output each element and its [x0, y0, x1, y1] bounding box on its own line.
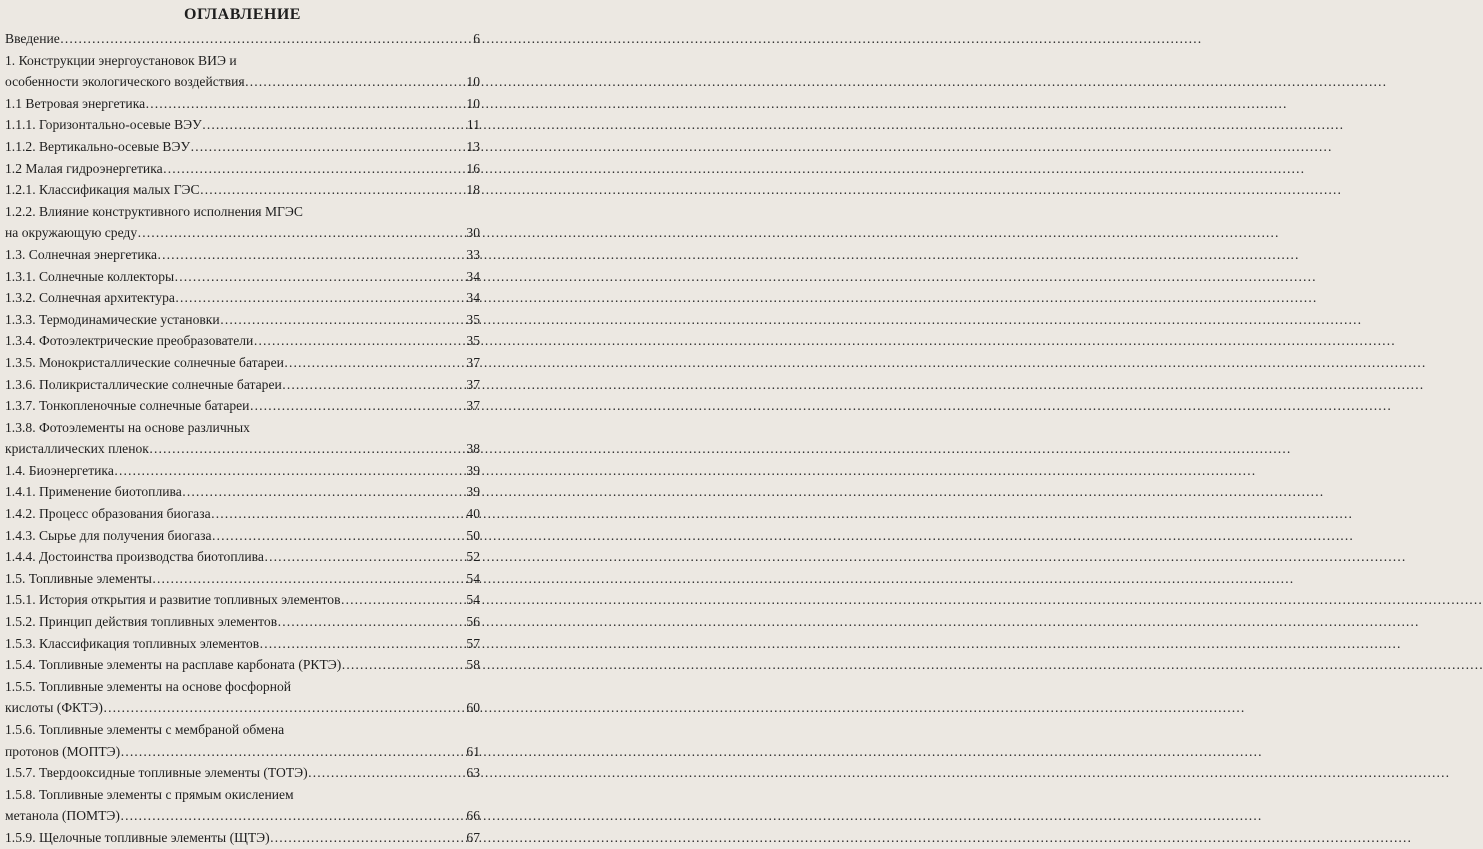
toc-entry-page-number: 39 — [466, 462, 480, 478]
toc-entry-page-number: 61 — [466, 743, 480, 759]
dot-leader — [149, 438, 467, 460]
toc-entry[interactable] — [5, 374, 480, 396]
toc-entry-line — [5, 374, 480, 396]
toc-entry-title: 1.4.4. Достоинства производства биотоплива — [5, 549, 264, 565]
toc-entry-line — [5, 611, 480, 633]
toc-entry[interactable] — [5, 352, 480, 374]
dot-leader — [182, 481, 467, 503]
toc-entry[interactable] — [5, 158, 480, 180]
dot-leader — [60, 28, 473, 50]
toc-entry[interactable] — [5, 568, 480, 590]
toc-entry-title: 1.2.1. Классификация малых ГЭС — [5, 182, 200, 198]
toc-entry[interactable] — [5, 762, 480, 784]
toc-entry-title: 1.4.1. Применение биотоплива — [5, 484, 182, 500]
toc-entry-title: 1.3.2. Солнечная архитектура — [5, 290, 175, 306]
toc-entry[interactable] — [5, 546, 480, 568]
toc-entry[interactable] — [5, 827, 480, 849]
toc-entry-line — [5, 525, 480, 547]
toc-entry[interactable] — [5, 179, 480, 201]
dot-leader — [253, 330, 466, 352]
toc-entry-title-line: 1.5.8. Топливные элементы с прямым окислением — [5, 786, 294, 802]
toc-entry-line — [5, 827, 480, 849]
toc-page — [0, 0, 485, 845]
toc-entry-page-number: 66 — [466, 808, 480, 824]
toc-entry[interactable] — [5, 611, 480, 633]
toc-entry-title: 1.5.3. Классификация топливных элементов — [5, 635, 260, 651]
dot-leader — [270, 827, 467, 849]
toc-entry-page-number: 40 — [466, 506, 480, 522]
toc-entry-line — [5, 741, 480, 763]
toc-entry-line — [5, 244, 480, 266]
toc-entry-line — [5, 136, 480, 158]
toc-entry-title: 1.3.5. Монокристаллические солнечные батареи — [5, 354, 284, 370]
toc-entry-page-number: 34 — [466, 268, 480, 284]
toc-entry-title: Введение — [5, 31, 60, 46]
toc-entry-page-number: 16 — [466, 160, 480, 176]
toc-entry-page-number: 30 — [466, 225, 480, 241]
dot-leader — [190, 136, 466, 158]
toc-entry-title: кислоты (ФКТЭ) — [5, 700, 103, 716]
toc-entry-page-number: 52 — [466, 549, 480, 565]
toc-entry-title-line: 1.5.5. Топливные элементы на основе фосфорной — [5, 678, 292, 694]
dot-leader — [282, 374, 467, 396]
toc-entry-title: 1.3.6. Поликристаллические солнечные батареи — [5, 376, 282, 392]
toc-entry[interactable] — [5, 676, 480, 719]
toc-entry-title: 1.1 Ветровая энергетика — [5, 95, 146, 111]
toc-entry-title-line: 1.2.2. Влияние конструктивного исполнения МГЭС — [5, 203, 303, 219]
dot-leader — [212, 525, 467, 547]
dot-leader — [145, 93, 466, 115]
toc-entry-line — [5, 158, 480, 180]
toc-entry-line — [5, 28, 480, 50]
toc-entry-title: 1.3.1. Солнечные коллекторы — [5, 268, 175, 284]
dot-leader — [120, 741, 466, 763]
dot-leader — [284, 352, 467, 374]
toc-entry-page-number: 10 — [466, 95, 480, 111]
toc-entry-page-number: 54 — [466, 570, 480, 586]
toc-entry-line — [5, 438, 480, 460]
toc-entry-page-number: 37 — [466, 354, 480, 370]
dot-leader — [163, 158, 467, 180]
dot-leader — [341, 654, 466, 676]
toc-entry-page-number: 35 — [466, 333, 480, 349]
toc-entry-title: 1.5.4. Топливные элементы на расплаве карбоната (РКТЭ) — [5, 657, 342, 673]
toc-entry[interactable] — [5, 309, 480, 331]
toc-entry-title: 1.3.7. Тонкопленочные солнечные батареи — [5, 398, 250, 414]
toc-entry[interactable] — [5, 136, 480, 158]
toc-entry[interactable] — [5, 266, 480, 288]
toc-entry-title: 1.5. Топливные элементы — [5, 570, 152, 586]
toc-entry[interactable] — [5, 719, 480, 762]
dot-leader — [245, 71, 467, 93]
dot-leader — [220, 309, 467, 331]
toc-entry-title: 1.3.3. Термодинамические установки — [5, 311, 220, 327]
dot-leader — [277, 611, 466, 633]
toc-entry-line — [5, 697, 480, 719]
toc-entry-page-number: 50 — [466, 527, 480, 543]
toc-entry-title-line: 1. Конструкции энергоустановок ВИЭ и — [5, 52, 237, 68]
toc-entry[interactable] — [5, 395, 480, 417]
toc-entry[interactable] — [5, 525, 480, 547]
dot-leader — [114, 460, 467, 482]
toc-entry-page-number: 37 — [466, 376, 480, 392]
toc-entry-title-line: 1.5.6. Топливные элементы с мембраной обмена — [5, 722, 285, 737]
dot-leader — [341, 589, 467, 611]
toc-entry-line — [5, 654, 480, 676]
toc-entry-line — [5, 633, 480, 655]
toc-entry-line — [5, 222, 480, 244]
toc-entry[interactable] — [5, 93, 480, 115]
toc-entry[interactable] — [5, 287, 480, 309]
toc-entry-title: 1.4.2. Процесс образования биогаза — [5, 506, 211, 522]
toc-entry-line — [5, 352, 480, 374]
toc-entry[interactable] — [5, 784, 480, 827]
toc-list — [5, 28, 480, 849]
toc-entry-line — [5, 503, 480, 525]
dot-leader — [174, 266, 466, 288]
toc-entry-page-number: 67 — [466, 829, 480, 845]
toc-entry-page-number: 39 — [466, 484, 480, 500]
toc-entry[interactable] — [5, 417, 480, 460]
dot-leader — [157, 244, 466, 266]
toc-entry-title: 1.2 Малая гидроэнергетика — [5, 160, 163, 176]
toc-entry-page-number: 37 — [466, 398, 480, 414]
toc-entry-title: протонов (МОПТЭ) — [5, 743, 121, 759]
toc-entry-page-number: 34 — [466, 290, 480, 306]
toc-entry[interactable] — [5, 460, 480, 482]
page-title: ОГЛАВЛЕНИЕ — [184, 6, 301, 23]
toc-entry-title: особенности экологического воздействия — [5, 74, 245, 90]
dot-leader — [175, 287, 466, 309]
toc-entry-title: на окружающую среду — [5, 225, 138, 241]
toc-entry-page-number: 11 — [466, 117, 480, 133]
toc-entry-line — [5, 395, 480, 417]
toc-entry-line — [5, 568, 480, 590]
toc-entry-line — [5, 287, 480, 309]
toc-entry-line — [5, 546, 480, 568]
toc-entry[interactable] — [5, 481, 480, 503]
toc-entry-title: 1.4. Биоэнергетика — [5, 462, 114, 478]
toc-entry-line — [5, 589, 480, 611]
toc-entry[interactable] — [5, 50, 480, 93]
toc-entry-line — [5, 93, 480, 115]
toc-entry-line — [5, 460, 480, 482]
toc-entry-title: 1.1.2. Вертикально-осевые ВЭУ — [5, 138, 191, 154]
toc-entry-title: 1.5.1. История открытия и развитие топливных элементов — [5, 592, 341, 608]
toc-entry-page-number: 57 — [466, 635, 480, 651]
toc-entry-page-number: 63 — [466, 765, 480, 781]
toc-entry-page-number: 6 — [473, 31, 480, 46]
dot-leader — [120, 805, 466, 827]
toc-entry-page-number: 56 — [466, 614, 480, 630]
toc-entry[interactable] — [5, 201, 480, 244]
toc-entry-title: 1.3. Солнечная энергетика — [5, 246, 158, 262]
toc-entry-page-number: 13 — [466, 138, 480, 154]
dot-leader — [249, 395, 466, 417]
dot-leader — [200, 179, 467, 201]
toc-entry[interactable] — [5, 114, 480, 136]
toc-entry-title: 1.4.3. Сырье для получения биогаза — [5, 527, 212, 543]
toc-entry[interactable] — [5, 330, 480, 352]
toc-entry-line — [5, 179, 480, 201]
toc-entry-page-number: 18 — [466, 182, 480, 198]
toc-entry-line — [5, 481, 480, 503]
dot-leader — [259, 633, 466, 655]
toc-entry-line — [5, 114, 480, 136]
toc-entry-page-number: 33 — [466, 246, 480, 262]
toc-entry-title: 1.1.1. Горизонтально-осевые ВЭУ — [5, 117, 202, 133]
toc-entry-title: 1.5.9. Щелочные топливные элементы (ЩТЭ) — [5, 829, 270, 845]
toc-entry[interactable] — [5, 244, 480, 266]
toc-entry-line — [5, 71, 480, 93]
toc-entry-title: 1.3.4. Фотоэлектрические преобразователи — [5, 333, 254, 349]
toc-entry-page-number: 38 — [466, 441, 480, 457]
toc-entry-page-number: 58 — [466, 657, 480, 673]
toc-entry-page-number: 35 — [466, 311, 480, 327]
toc-entry[interactable] — [5, 589, 480, 611]
toc-entry[interactable] — [5, 654, 480, 676]
toc-entry-title: кристаллических пленок — [5, 441, 149, 457]
dot-leader — [308, 762, 467, 784]
dot-leader — [137, 222, 466, 244]
dot-leader — [202, 114, 467, 136]
dot-leader — [211, 503, 467, 525]
toc-entry-line — [5, 330, 480, 352]
toc-entry-page-number: 10 — [466, 74, 480, 90]
dot-leader — [152, 568, 467, 590]
toc-entry[interactable] — [5, 633, 480, 655]
dot-leader — [264, 546, 466, 568]
toc-entry[interactable] — [5, 503, 480, 525]
toc-entry-line — [5, 309, 480, 331]
toc-entry-title-line: 1.3.8. Фотоэлементы на основе различных — [5, 419, 250, 435]
toc-entry-page-number: 54 — [466, 592, 480, 608]
dot-leader — [103, 697, 466, 719]
toc-entry-title: 1.5.7. Твердооксидные топливные элементы (ТОТЭ) — [5, 765, 308, 781]
toc-entry[interactable] — [5, 28, 480, 50]
toc-entry-page-number: 60 — [466, 700, 480, 716]
toc-entry-line — [5, 266, 480, 288]
toc-entry-line — [5, 805, 480, 827]
toc-entry-title: метанола (ПОМТЭ) — [5, 808, 120, 824]
toc-entry-title: 1.5.2. Принцип действия топливных элементов — [5, 614, 278, 630]
toc-entry-line — [5, 762, 480, 784]
